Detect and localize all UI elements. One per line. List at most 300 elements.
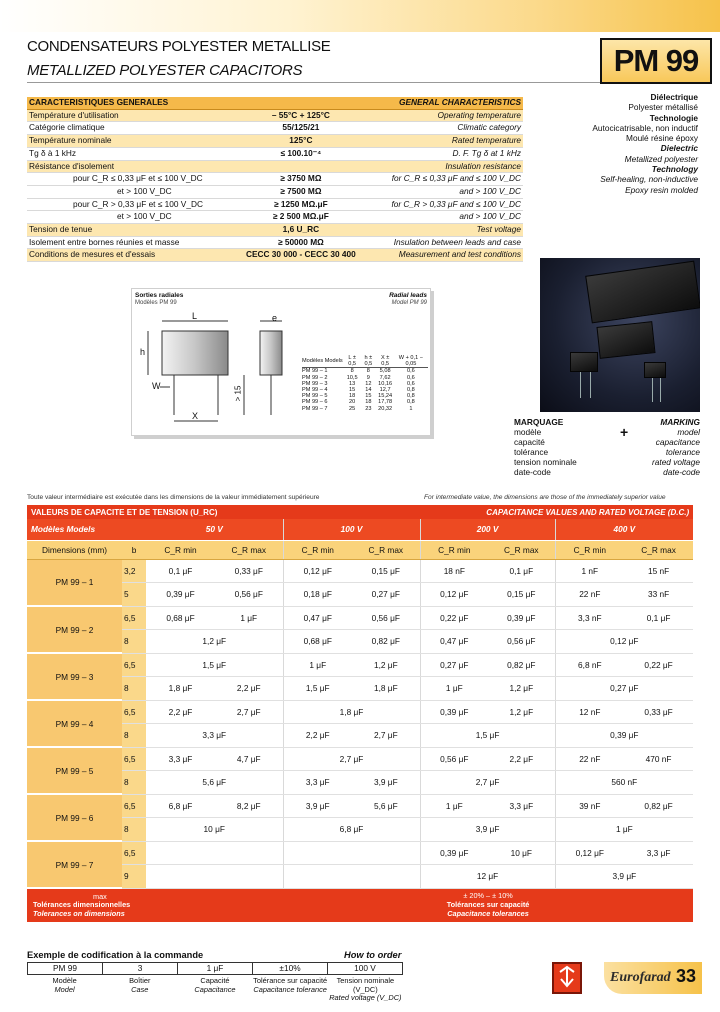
gc-row-fr: Résistance d'isolement — [27, 160, 235, 173]
gc-row-val — [235, 160, 368, 173]
dim-cell: 20 — [349, 399, 356, 406]
b-cell: 5 — [122, 583, 146, 607]
gc-row-val: ≤ 100.10⁻⁴ — [235, 147, 368, 160]
b-cell: 8 — [122, 630, 146, 654]
models-label: Modèles Models — [27, 519, 146, 540]
brand-name: Eurofarad — [610, 970, 671, 985]
dim-e: e — [272, 313, 278, 323]
general-characteristics-table — [27, 97, 523, 262]
order-label — [328, 977, 403, 1003]
cr-min-header: C_R min — [283, 540, 352, 559]
gc-row-fr: Catégorie climatique — [27, 122, 235, 135]
table-row — [27, 677, 693, 701]
gc-row-en: Rated temperature — [367, 135, 523, 148]
capacitance-values-table — [27, 505, 693, 922]
dim-cell: 7,62 — [379, 374, 391, 381]
value-cell-max: 15 nF — [624, 559, 693, 583]
table-row — [27, 865, 693, 889]
voltage-header: 50 V — [146, 519, 283, 540]
table-row — [27, 583, 693, 607]
dim-cell: 12 — [365, 380, 372, 387]
marking-title-fr: MARQUAGE — [514, 417, 564, 427]
marking-item-fr: modèle — [514, 427, 542, 437]
value-cell-max: 0,56 μF — [488, 630, 555, 654]
value-cell-min: 0,12 μF — [420, 583, 488, 607]
order-labels — [27, 977, 403, 1003]
table-row — [27, 630, 693, 654]
value-cell-max: 4,7 μF — [215, 747, 283, 771]
value-cell-max: 0,82 μF — [624, 794, 693, 818]
value-cell-max: 8,2 μF — [215, 794, 283, 818]
table-row — [27, 559, 693, 583]
tolerance-values — [283, 888, 693, 922]
marking-block — [514, 417, 700, 477]
model-cell: PM 99 – 4 — [27, 700, 122, 747]
gc-row-en: D. F. Tg δ at 1 kHz — [367, 147, 523, 160]
dim-cell: 25 — [349, 405, 356, 412]
value-cell-min: 1,5 μF — [283, 677, 352, 701]
order-label — [27, 977, 102, 1003]
value-cell: 1,5 μF — [146, 653, 283, 677]
model-cell: PM 99 – 7 — [27, 841, 122, 888]
order-value: PM 99 — [28, 963, 103, 975]
drawing-title-en: Radial leads — [389, 292, 427, 299]
gc-row-val: ≥ 7500 MΩ — [235, 185, 368, 198]
value-cell-max: 0,15 μF — [488, 583, 555, 607]
model-cell: PM 99 – 5 — [27, 747, 122, 794]
value-cell-min: 0,12 μF — [555, 841, 624, 865]
value-cell-max: 0,1 μF — [624, 606, 693, 630]
value-cell-min: 0,18 μF — [283, 583, 352, 607]
order-label — [102, 977, 177, 1003]
gc-row-fr: pour C_R > 0,33 μF et ≤ 100 V_DC — [27, 198, 235, 211]
value-cell-max: 1,2 μF — [488, 700, 555, 724]
table-row — [27, 653, 693, 677]
value-cell-max: 33 nF — [624, 583, 693, 607]
marking-item-fr: tolérance — [514, 447, 549, 457]
b-label: b — [122, 540, 146, 559]
dielectric-heading: Dielectric — [660, 143, 698, 154]
capacitor-medium — [596, 321, 655, 359]
gc-row-val: 125°C — [235, 135, 368, 148]
value-cell-max: 2,7 μF — [352, 724, 420, 748]
dimensions-table — [302, 355, 428, 412]
value-cell-max: 2,2 μF — [215, 677, 283, 701]
gc-row-en: Operating temperature — [367, 109, 523, 122]
tol-cap-en: Capacitance tolerances — [447, 908, 529, 918]
technologie-heading: Technologie — [649, 112, 698, 123]
technologie-value: Autocicatrisable, non inductif — [592, 122, 698, 133]
value-cell: 2,7 μF — [283, 747, 420, 771]
value-cell-min: 6,8 nF — [555, 653, 624, 677]
marking-item-en: model — [677, 427, 700, 437]
value-cell-max: 2,2 μF — [488, 747, 555, 771]
b-cell: 8 — [122, 724, 146, 748]
dim-head: X ± 0,5 — [380, 355, 390, 368]
dim-cell: 15 — [365, 393, 372, 400]
value-cell-min: 0,22 μF — [420, 606, 488, 630]
dim-cell: 1 — [409, 405, 413, 412]
gc-row-val: ≥ 2 500 MΩ.μF — [235, 211, 368, 224]
value-cell: 0,12 μF — [555, 630, 693, 654]
dim-cell: PM 99 – 6 — [302, 399, 328, 406]
value-cell: 5,6 μF — [146, 771, 283, 795]
value-cell-min: 1 μF — [420, 677, 488, 701]
tol-label-fr: Tolérances dimensionnelles — [33, 900, 131, 910]
b-cell: 6,5 — [122, 747, 146, 771]
gc-row-fr: et > 100 V_DC — [27, 185, 235, 198]
marking-item-fr: date-code — [514, 467, 551, 477]
value-cell-min: 0,27 μF — [420, 653, 488, 677]
table-row — [27, 724, 693, 748]
marking-title-en: MARKING — [660, 417, 700, 427]
gc-row-val: ≥ 3750 MΩ — [235, 173, 368, 186]
value-cell-min: 12 nF — [555, 700, 624, 724]
cr-max-header: C_R max — [488, 540, 555, 559]
header-band — [0, 0, 720, 32]
value-cell-min: 22 nF — [555, 747, 624, 771]
value-cell-min: 1 μF — [283, 653, 352, 677]
cr-min-header: C_R min — [146, 540, 215, 559]
order-label — [177, 977, 252, 1003]
value-cell-max: 0,39 μF — [488, 606, 555, 630]
marking-item-fr: capacité — [514, 437, 545, 447]
tol-label-en: Tolerances on dimensions — [33, 908, 125, 918]
b-cell: 6,5 — [122, 841, 146, 865]
table-row — [27, 606, 693, 630]
title-en: METALLIZED POLYESTER CAPACITORS — [27, 62, 303, 79]
table-row — [27, 794, 693, 818]
gc-row-en: Insulation resistance — [367, 160, 523, 173]
model-cell: PM 99 – 6 — [27, 794, 122, 841]
table-row — [27, 747, 693, 771]
dim-head: Modèles Models — [302, 358, 343, 365]
value-cell-max: 0,33 μF — [624, 700, 693, 724]
value-cell-min: 0,39 μF — [420, 841, 488, 865]
dim-cell: 8 — [350, 368, 354, 375]
value-cell-min: 1 μF — [420, 794, 488, 818]
value-cell-min: 39 nF — [555, 794, 624, 818]
value-cell: 12 μF — [420, 865, 555, 889]
gc-row-fr: pour C_R ≤ 0,33 μF et ≤ 100 V_DC — [27, 173, 235, 186]
dim-cell: 18 — [365, 399, 372, 406]
dim-cell: 14 — [365, 387, 372, 394]
dim-cell: 15,24 — [378, 393, 393, 400]
dim-head: L ± 0,5 — [348, 355, 357, 368]
b-cell: 3,2 — [122, 559, 146, 583]
dim-L: L — [192, 311, 198, 321]
order-label-fr: Capacité — [200, 976, 230, 985]
value-cell-min: 2,2 μF — [146, 700, 215, 724]
note-fr: Toute valeur intermédiaire est exécutée dans les dimensions de la valeur immédiatement supérieure — [27, 494, 320, 501]
value-cell-max: 2,7 μF — [215, 700, 283, 724]
cr-min-header: C_R min — [420, 540, 488, 559]
gc-row-val: 55/125/21 — [235, 122, 368, 135]
tolerance-label — [27, 888, 283, 922]
title-fr: CONDENSATEURS POLYESTER METALLISE — [27, 38, 331, 55]
b-cell: 8 — [122, 771, 146, 795]
value-cell: 1,2 μF — [146, 630, 283, 654]
b-cell: 6,5 — [122, 606, 146, 630]
value-cell-max: 0,27 μF — [352, 583, 420, 607]
product-photo — [540, 258, 700, 412]
value-cell-min: 1 nF — [555, 559, 624, 583]
value-cell-max: 470 nF — [624, 747, 693, 771]
gc-row-val: CECC 30 000 - CECC 30 400 — [235, 249, 368, 262]
dim-cell: 15 — [349, 387, 356, 394]
order-label-fr: Boîtier — [129, 976, 151, 985]
dim-cell: PM 99 – 2 — [302, 374, 328, 381]
gc-row-en: and > 100 V_DC — [367, 185, 523, 198]
value-cell-min: 0,12 μF — [283, 559, 352, 583]
table-row — [27, 700, 693, 724]
technology-value: Epoxy resin molded — [625, 184, 698, 195]
dim-cell: 5,08 — [379, 368, 391, 375]
b-cell: 8 — [122, 818, 146, 842]
capacitor-large — [585, 261, 700, 324]
order-label-en: Model — [54, 984, 75, 994]
value-cell-max: 0,56 μF — [352, 606, 420, 630]
dim-cell: 13 — [349, 380, 356, 387]
value-cell-min: 0,47 μF — [420, 630, 488, 654]
value-cell: 0,39 μF — [555, 724, 693, 748]
order-label-en: Capacitance — [194, 984, 236, 994]
dim-cell: PM 99 – 3 — [302, 380, 328, 387]
model-cell: PM 99 – 1 — [27, 559, 122, 606]
value-cell — [146, 865, 283, 889]
order-example-table — [27, 962, 403, 975]
logo-mark-icon — [554, 964, 580, 992]
capacitor-small — [570, 352, 598, 372]
marking-item-en: capacitance — [655, 437, 700, 447]
drawing-title-fr: Sorties radiales — [135, 292, 184, 299]
value-cell: 3,3 μF — [146, 724, 283, 748]
gc-row-en: Climatic category — [367, 122, 523, 135]
cr-max-header: C_R max — [352, 540, 420, 559]
dim-cell: PM 99 – 1 — [302, 368, 328, 375]
cr-max-header: C_R max — [624, 540, 693, 559]
marking-item-en: rated voltage — [652, 457, 700, 467]
value-cell-max: 1 μF — [215, 606, 283, 630]
value-cell-min: 2,2 μF — [283, 724, 352, 748]
model-cell: PM 99 – 2 — [27, 606, 122, 653]
value-cell: 2,7 μF — [420, 771, 555, 795]
order-value: 100 V — [328, 963, 403, 975]
value-cell-max: 0,56 μF — [215, 583, 283, 607]
page-number: 33 — [676, 966, 697, 986]
order-value: ±10% — [253, 963, 328, 975]
dim-W: W — [152, 381, 161, 391]
b-cell: 6,5 — [122, 653, 146, 677]
marking-item-en: tolerance — [665, 447, 700, 457]
technology-value: Self-healing, non-inductive — [600, 174, 698, 185]
value-cell-min: 1,8 μF — [146, 677, 215, 701]
marking-plus: + — [620, 424, 629, 440]
dim-cell: 10,5 — [346, 374, 358, 381]
tol-cap-fr: Tolérances sur capacité — [446, 899, 530, 909]
dim-cell: 9 — [366, 374, 370, 381]
value-cell-max: 5,6 μF — [352, 794, 420, 818]
dim-cell: 0,6 — [407, 374, 415, 381]
value-cell-max: 0,82 μF — [352, 630, 420, 654]
dim-cell: 8 — [366, 368, 370, 375]
values-title-fr: VALEURS DE CAPACITE ET DE TENSION (U_RC) — [27, 505, 352, 519]
value-cell: 1,8 μF — [283, 700, 420, 724]
value-cell-min: 3,3 μF — [283, 771, 352, 795]
value-cell-max: 0,15 μF — [352, 559, 420, 583]
value-cell-min: 3,9 μF — [283, 794, 352, 818]
order-label — [253, 977, 328, 1003]
dim-cell: PM 99 – 7 — [302, 405, 328, 412]
gc-row-en: for C_R ≤ 0,33 μF and ≤ 100 V_DC — [367, 173, 523, 186]
gc-row-fr: Tension de tenue — [27, 224, 235, 237]
order-label-en: Capacitance tolerance — [253, 984, 327, 994]
dim-cell: 0,8 — [407, 393, 415, 400]
value-cell-min: 0,39 μF — [420, 700, 488, 724]
dim-X: X — [192, 411, 199, 421]
value-cell-max: 3,3 μF — [624, 841, 693, 865]
value-cell-max: 0,33 μF — [215, 559, 283, 583]
b-cell: 6,5 — [122, 700, 146, 724]
value-cell: 6,8 μF — [283, 818, 420, 842]
order-label-fr: Modèle — [52, 976, 77, 985]
dim-cell: 23 — [365, 405, 372, 412]
gc-row-fr: Isolement entre bornes réunies et masse — [27, 236, 235, 249]
value-cell-min: 3,3 nF — [555, 606, 624, 630]
dielectrique-heading: Diélectrique — [650, 92, 698, 102]
voltage-header: 200 V — [420, 519, 555, 540]
tol-value: ± 20% – ± 10% — [463, 891, 513, 901]
gc-title-fr: CARACTERISTIQUES GENERALES — [27, 97, 235, 109]
tol-max: max — [93, 891, 107, 901]
dielectrique-value: Polyester métallisé — [628, 102, 698, 113]
order-label-fr: Tolérance sur capacité — [253, 976, 328, 985]
dim-head: W + 0,1 − 0,05 — [398, 355, 424, 368]
marking-item-en: date-code — [663, 467, 700, 477]
note-en: For intermediate value, the dimensions are those of the immediately superior value — [424, 494, 666, 501]
b-cell: 8 — [122, 677, 146, 701]
table-row — [27, 771, 693, 795]
value-cell-max: 3,3 μF — [488, 794, 555, 818]
model-cell: PM 99 – 3 — [27, 653, 122, 700]
value-cell: 1,5 μF — [420, 724, 555, 748]
voltage-header: 400 V — [555, 519, 693, 540]
order-value: 1 μF — [178, 963, 253, 975]
gc-row-fr: Conditions de mesures et d'essais — [27, 249, 235, 262]
value-cell-max: 1,2 μF — [352, 653, 420, 677]
gc-row-en: Test voltage — [367, 224, 523, 237]
value-cell: 560 nF — [555, 771, 693, 795]
gc-row-val: 1,6 U_RC — [235, 224, 368, 237]
dielectric-info — [540, 92, 698, 195]
dim-cell: PM 99 – 5 — [302, 393, 328, 400]
gc-row-val: – 55°C + 125°C — [235, 109, 368, 122]
eurofarad-logo-icon — [552, 962, 582, 994]
order-value: 3 — [103, 963, 178, 975]
dim-cell: 20,32 — [378, 405, 393, 412]
dim-cell: 17,78 — [378, 399, 393, 406]
value-cell-max: 0,1 μF — [488, 559, 555, 583]
b-cell: 6,5 — [122, 794, 146, 818]
table-row — [27, 841, 693, 865]
drawing-subtitle-fr: Modèles PM 99 — [135, 300, 177, 306]
dim-cell: 0,8 — [407, 387, 415, 394]
voltage-header: 100 V — [283, 519, 420, 540]
value-cell — [283, 841, 420, 865]
gc-row-val: ≥ 50000 MΩ — [235, 236, 368, 249]
table-row — [27, 818, 693, 842]
technology-heading: Technology — [651, 164, 698, 175]
value-cell-max: 10 μF — [488, 841, 555, 865]
value-cell — [283, 865, 420, 889]
gc-row-en: Insulation between leads and case — [367, 236, 523, 249]
value-cell-min: 0,47 μF — [283, 606, 352, 630]
cr-min-header: C_R min — [555, 540, 624, 559]
value-cell-min: 18 nF — [420, 559, 488, 583]
order-label-en: Rated voltage (V_DC) — [329, 993, 402, 1003]
b-cell: 9 — [122, 865, 146, 889]
dim-cell: 0,8 — [407, 399, 415, 406]
dielectric-value: Metallized polyester — [624, 153, 698, 164]
value-cell-min: 0,39 μF — [146, 583, 215, 607]
gc-row-en: and > 100 V_DC — [367, 211, 523, 224]
dim-cell: 10,16 — [378, 380, 393, 387]
value-cell: 3,9 μF — [555, 865, 693, 889]
value-cell: 10 μF — [146, 818, 283, 842]
dim-cell: 0,6 — [407, 368, 415, 375]
order-title-en: How to order — [344, 950, 402, 960]
value-cell: 1 μF — [555, 818, 693, 842]
dim-cell: 12,7 — [379, 387, 391, 394]
capacitor-tiny — [644, 362, 666, 378]
values-title-en: CAPACITANCE VALUES AND RATED VOLTAGE (D.C.) — [352, 505, 693, 519]
value-cell: 0,27 μF — [555, 677, 693, 701]
order-label-fr: Tension nominale (V_DC) — [336, 976, 395, 994]
gc-row-fr: Tg δ à 1 kHz — [27, 147, 235, 160]
dim-cell: 0,6 — [407, 380, 415, 387]
value-cell-min: 0,56 μF — [420, 747, 488, 771]
dim-cell: PM 99 – 4 — [302, 387, 328, 394]
marking-item-fr: tension nominale — [514, 457, 577, 467]
gc-row-val: ≥ 1250 MΩ.μF — [235, 198, 368, 211]
gc-row-fr: et > 100 V_DC — [27, 211, 235, 224]
dim-h: h — [140, 347, 146, 357]
header-divider — [27, 82, 600, 83]
dims-label: Dimensions (mm) — [27, 540, 122, 559]
dim-cell: 18 — [349, 393, 356, 400]
value-cell-min: 22 nF — [555, 583, 624, 607]
value-cell — [146, 841, 283, 865]
order-label-en: Case — [131, 984, 149, 994]
value-cell-min: 0,68 μF — [146, 606, 215, 630]
order-title-fr: Exemple de codification à la commande — [27, 950, 204, 960]
gc-row-fr: Température d'utilisation — [27, 109, 235, 122]
value-cell-max: 1,2 μF — [488, 677, 555, 701]
series-badge: PM 99 — [600, 38, 712, 84]
value-cell-max: 3,9 μF — [352, 771, 420, 795]
value-cell-max: 0,82 μF — [488, 653, 555, 677]
technologie-value: Moulé résine époxy — [626, 133, 698, 144]
dim-head: h ± 0,5 — [364, 355, 373, 368]
value-cell-min: 6,8 μF — [146, 794, 215, 818]
gc-row-fr: Température nominale — [27, 135, 235, 148]
dimension-drawing — [131, 288, 431, 436]
gc-title-en: GENERAL CHARACTERISTICS — [367, 97, 523, 109]
value-cell-min: 0,68 μF — [283, 630, 352, 654]
value-cell-min: 3,3 μF — [146, 747, 215, 771]
value-cell-max: 0,22 μF — [624, 653, 693, 677]
value-cell-min: 0,1 μF — [146, 559, 215, 583]
